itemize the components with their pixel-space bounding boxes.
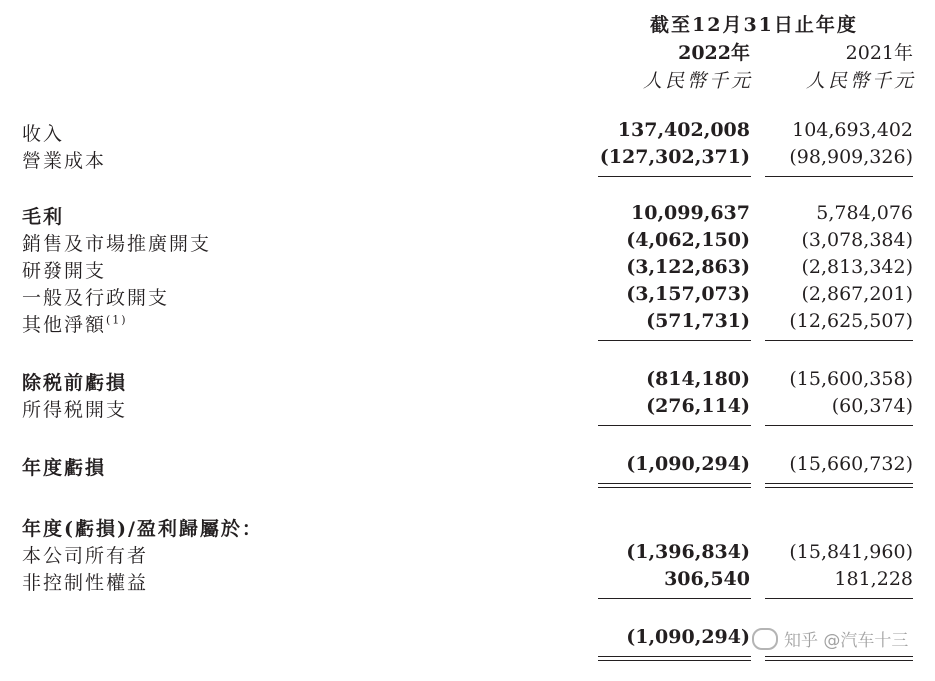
watermark-text: 知乎 @汽车十三 <box>784 631 909 651</box>
subtotal-rule <box>765 425 913 426</box>
value-2021: (3,078,384) <box>801 229 913 251</box>
value-2022: (814,180) <box>646 368 750 390</box>
value-2022: 10,099,637 <box>631 202 750 224</box>
value-2022: (571,731) <box>646 310 750 332</box>
value-2022: 137,402,008 <box>617 119 750 141</box>
value-2022: (1,090,294) <box>626 626 750 648</box>
subtotal-rule <box>598 598 751 599</box>
section-label: 年度(虧損)/盈利歸屬於： <box>22 518 263 540</box>
subtotal-rule <box>765 340 913 341</box>
total-rule <box>598 656 751 657</box>
row-label: 除税前虧損 <box>22 372 128 394</box>
value-2022: (3,157,073) <box>626 283 750 305</box>
row-label <box>22 310 128 337</box>
value-2021: 5,784,076 <box>816 202 913 224</box>
value-2021: 104,693,402 <box>792 119 913 141</box>
value-2021: (15,600,358) <box>789 368 913 390</box>
value-2021: (98,909,326) <box>789 146 913 168</box>
row-label: 收入 <box>22 123 65 145</box>
value-2022: (1,090,294) <box>626 453 750 475</box>
row-label: 年度虧損 <box>22 457 107 479</box>
row-label-text: 其他淨額 <box>22 314 107 336</box>
currency-2021-header: 人民幣千元 <box>805 70 916 92</box>
value-2022: (4,062,150) <box>626 229 750 251</box>
value-2021: (60,374) <box>831 395 913 417</box>
row-label: 非控制性權益 <box>22 572 149 594</box>
row-label: 所得税開支 <box>22 399 128 421</box>
subtotal-rule <box>598 340 751 341</box>
total-rule <box>598 487 751 488</box>
period-header: 截至12月31日止年度 <box>650 14 858 36</box>
row-label: 銷售及市場推廣開支 <box>22 233 212 255</box>
value-2022: (127,302,371) <box>599 146 750 168</box>
year-2022-header: 2022年 <box>678 42 750 64</box>
total-rule <box>765 656 913 657</box>
row-label: 本公司所有者 <box>22 545 149 567</box>
row-label: 研發開支 <box>22 260 107 282</box>
row-label: 毛利 <box>22 206 65 228</box>
total-rule <box>765 660 913 661</box>
value-2022: (1,396,834) <box>626 541 750 563</box>
value-2022: (3,122,863) <box>626 256 750 278</box>
value-2021: (15,841,960) <box>789 541 913 563</box>
subtotal-rule <box>598 425 751 426</box>
currency-2022-header: 人民幣千元 <box>642 70 753 92</box>
watermark <box>752 626 908 651</box>
value-2021: (12,625,507) <box>789 310 913 332</box>
value-2021: 181,228 <box>834 568 913 590</box>
chat-bubble-icon <box>752 628 778 650</box>
footnote-marker: (1) <box>106 313 128 327</box>
row-label: 營業成本 <box>22 150 107 172</box>
value-2021: (2,867,201) <box>801 283 913 305</box>
total-rule <box>765 483 913 484</box>
value-2022: (276,114) <box>646 395 750 417</box>
value-2021: (2,813,342) <box>801 256 913 278</box>
subtotal-rule <box>765 598 913 599</box>
total-rule <box>598 660 751 661</box>
subtotal-rule <box>598 176 751 177</box>
total-rule <box>598 483 751 484</box>
total-rule <box>765 487 913 488</box>
year-2021-header: 2021年 <box>845 42 913 64</box>
value-2022: 306,540 <box>664 568 750 590</box>
value-2021: (15,660,732) <box>789 453 913 475</box>
subtotal-rule <box>765 176 913 177</box>
row-label: 一般及行政開支 <box>22 287 170 309</box>
